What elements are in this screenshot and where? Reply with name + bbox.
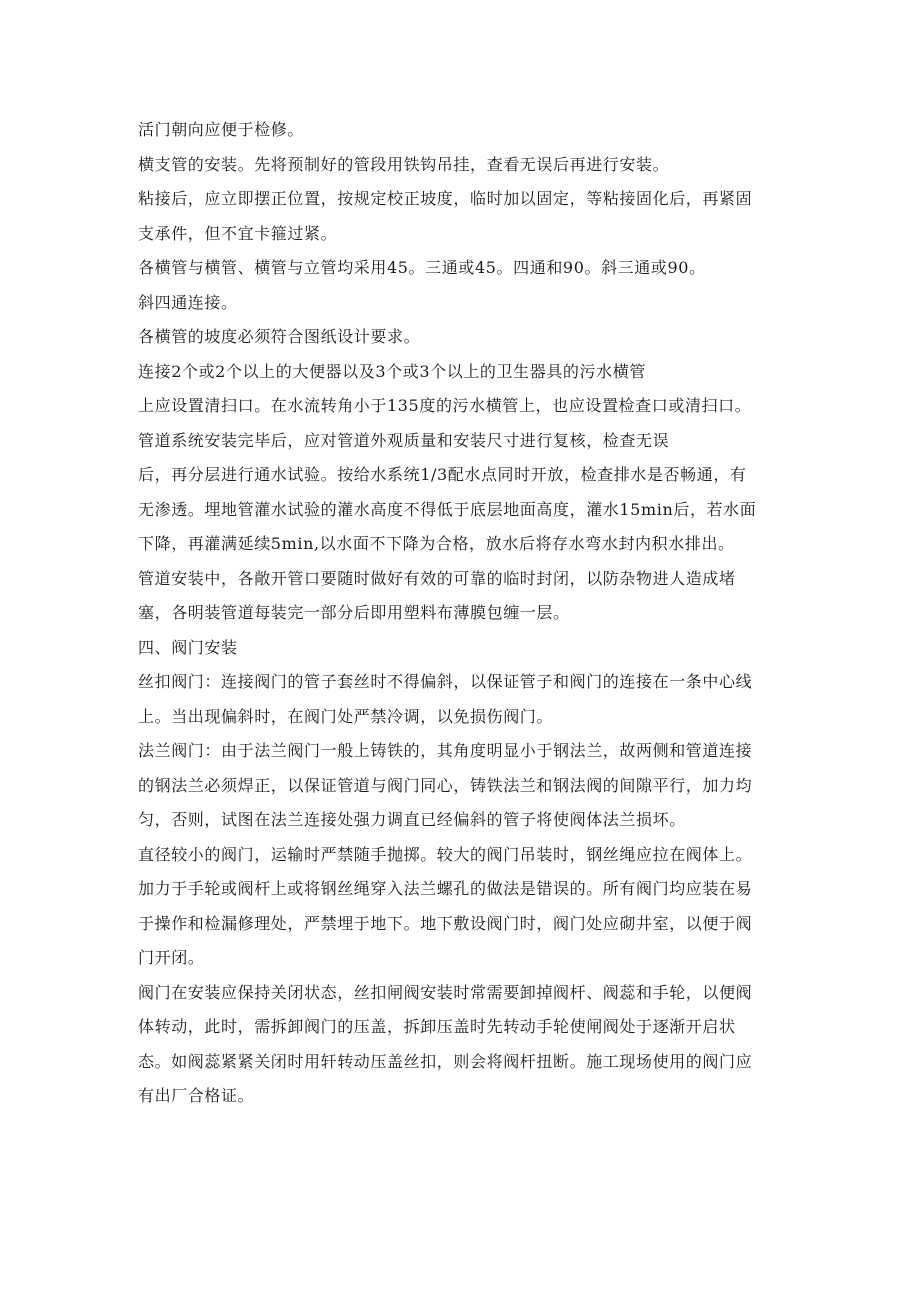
text-line: 各横管与横管、横管与立管均采用45。三通或45。四通和90。斜三通或90。 — [138, 258, 706, 277]
text-line: 无渗透。埋地管灌水试验的灌水高度不得低于底层地面高度，灌水15min后，若水面 — [138, 499, 757, 519]
text-line: 塞，各明装管道每装完一部分后即用塑料布薄膜包缠一层。 — [138, 603, 570, 622]
text-line: 各横管的坡度必须符合图纸设计要求。 — [138, 327, 421, 346]
text-line: 体转动，此时，需拆卸阀门的压盖，拆卸压盖时先转动手轮使闸阀处于逐渐开启状 — [138, 1017, 736, 1036]
text-line: 粘接后，应立即摆正位置，按规定校正坡度，临时加以固定，等粘接固化后，再紧固 — [138, 189, 753, 208]
text-line: 直径较小的阀门，运输时严禁随手抛掷。较大的阀门吊装时，钢丝绳应拉在阀体上。 — [138, 844, 753, 864]
text-line: 支承件，但不宜卡箍过紧。 — [138, 223, 338, 243]
text-line: 管道系统安装完毕后，应对管道外观质量和安装尺寸进行复核，检查无误 — [138, 430, 670, 450]
section-heading: 四、阀门安装 — [138, 637, 238, 657]
text-line: 连接2个或2个以上的大便器以及3个或3个以上的卫生器具的污水横管 — [138, 361, 646, 381]
text-line: 加力于手轮或阀杆上或将钢丝绳穿入法兰螺孔的做法是错误的。所有阀门均应装在易 — [138, 879, 753, 898]
text-line: 门开闭。 — [138, 948, 205, 967]
text-line: 后，再分层进行通水试验。按给水系统1/3配水点同时开放，检查排水是否畅通，有 — [138, 465, 747, 484]
text-line: 的钢法兰必须焊正，以保证管道与阀门同心，铸铁法兰和钢法阀的间隙平行，加力均 — [138, 775, 753, 795]
text-line: 上应设置清扫口。在水流转角小于135度的污水横管上，也应设置检查口或清扫口。 — [138, 396, 752, 415]
text-line: 丝扣阀门：连接阀门的管子套丝时不得偏斜，以保证管子和阀门的连接在一条中心线 — [138, 672, 753, 691]
text-line: 活门朝向应便于检修。 — [138, 120, 305, 139]
text-line: 管道安装中，各敞开管口要随时做好有效的可靠的临时封闭，以防杂物进人造成堵 — [138, 568, 736, 588]
text-line: 阀门在安装应保持关闭状态，丝扣闸阀安装时常需要卸掉阀杆、阀蕊和手轮，以便阀 — [138, 982, 753, 1002]
text-line: 有出厂合格证。 — [138, 1086, 255, 1105]
text-line: 法兰阀门：由于法兰阀门一般上铸铁的，其角度明显小于钢法兰，故两侧和管道连接 — [138, 741, 753, 760]
text-line: 匀，否则，试图在法兰连接处强力调直已经偏斜的管子将使阀体法兰损坏。 — [138, 810, 686, 829]
text-line: 下降，再灌满延续5min,以水面不下降为合格，放水后将存水弯水封内积水排出。 — [138, 534, 735, 553]
text-line: 上。当出现偏斜时，在阀门处严禁冷调，以免损伤阀门。 — [138, 706, 554, 726]
document-body — [138, 113, 778, 1114]
text-line: 斜四通连接。 — [138, 292, 238, 312]
text-line: 横支管的安装。先将预制好的管段用铁钩吊挂，查看无误后再进行安装。 — [138, 154, 670, 174]
text-line: 态。如阀蕊紧紧关闭时用轩转动压盖丝扣，则会将阀杆扭断。施工现场使用的阀门应 — [138, 1051, 753, 1071]
text-line: 于操作和检漏修理处，严禁埋于地下。地下敷设阀门时，阀门处应砌井室，以便于阀 — [138, 913, 753, 933]
